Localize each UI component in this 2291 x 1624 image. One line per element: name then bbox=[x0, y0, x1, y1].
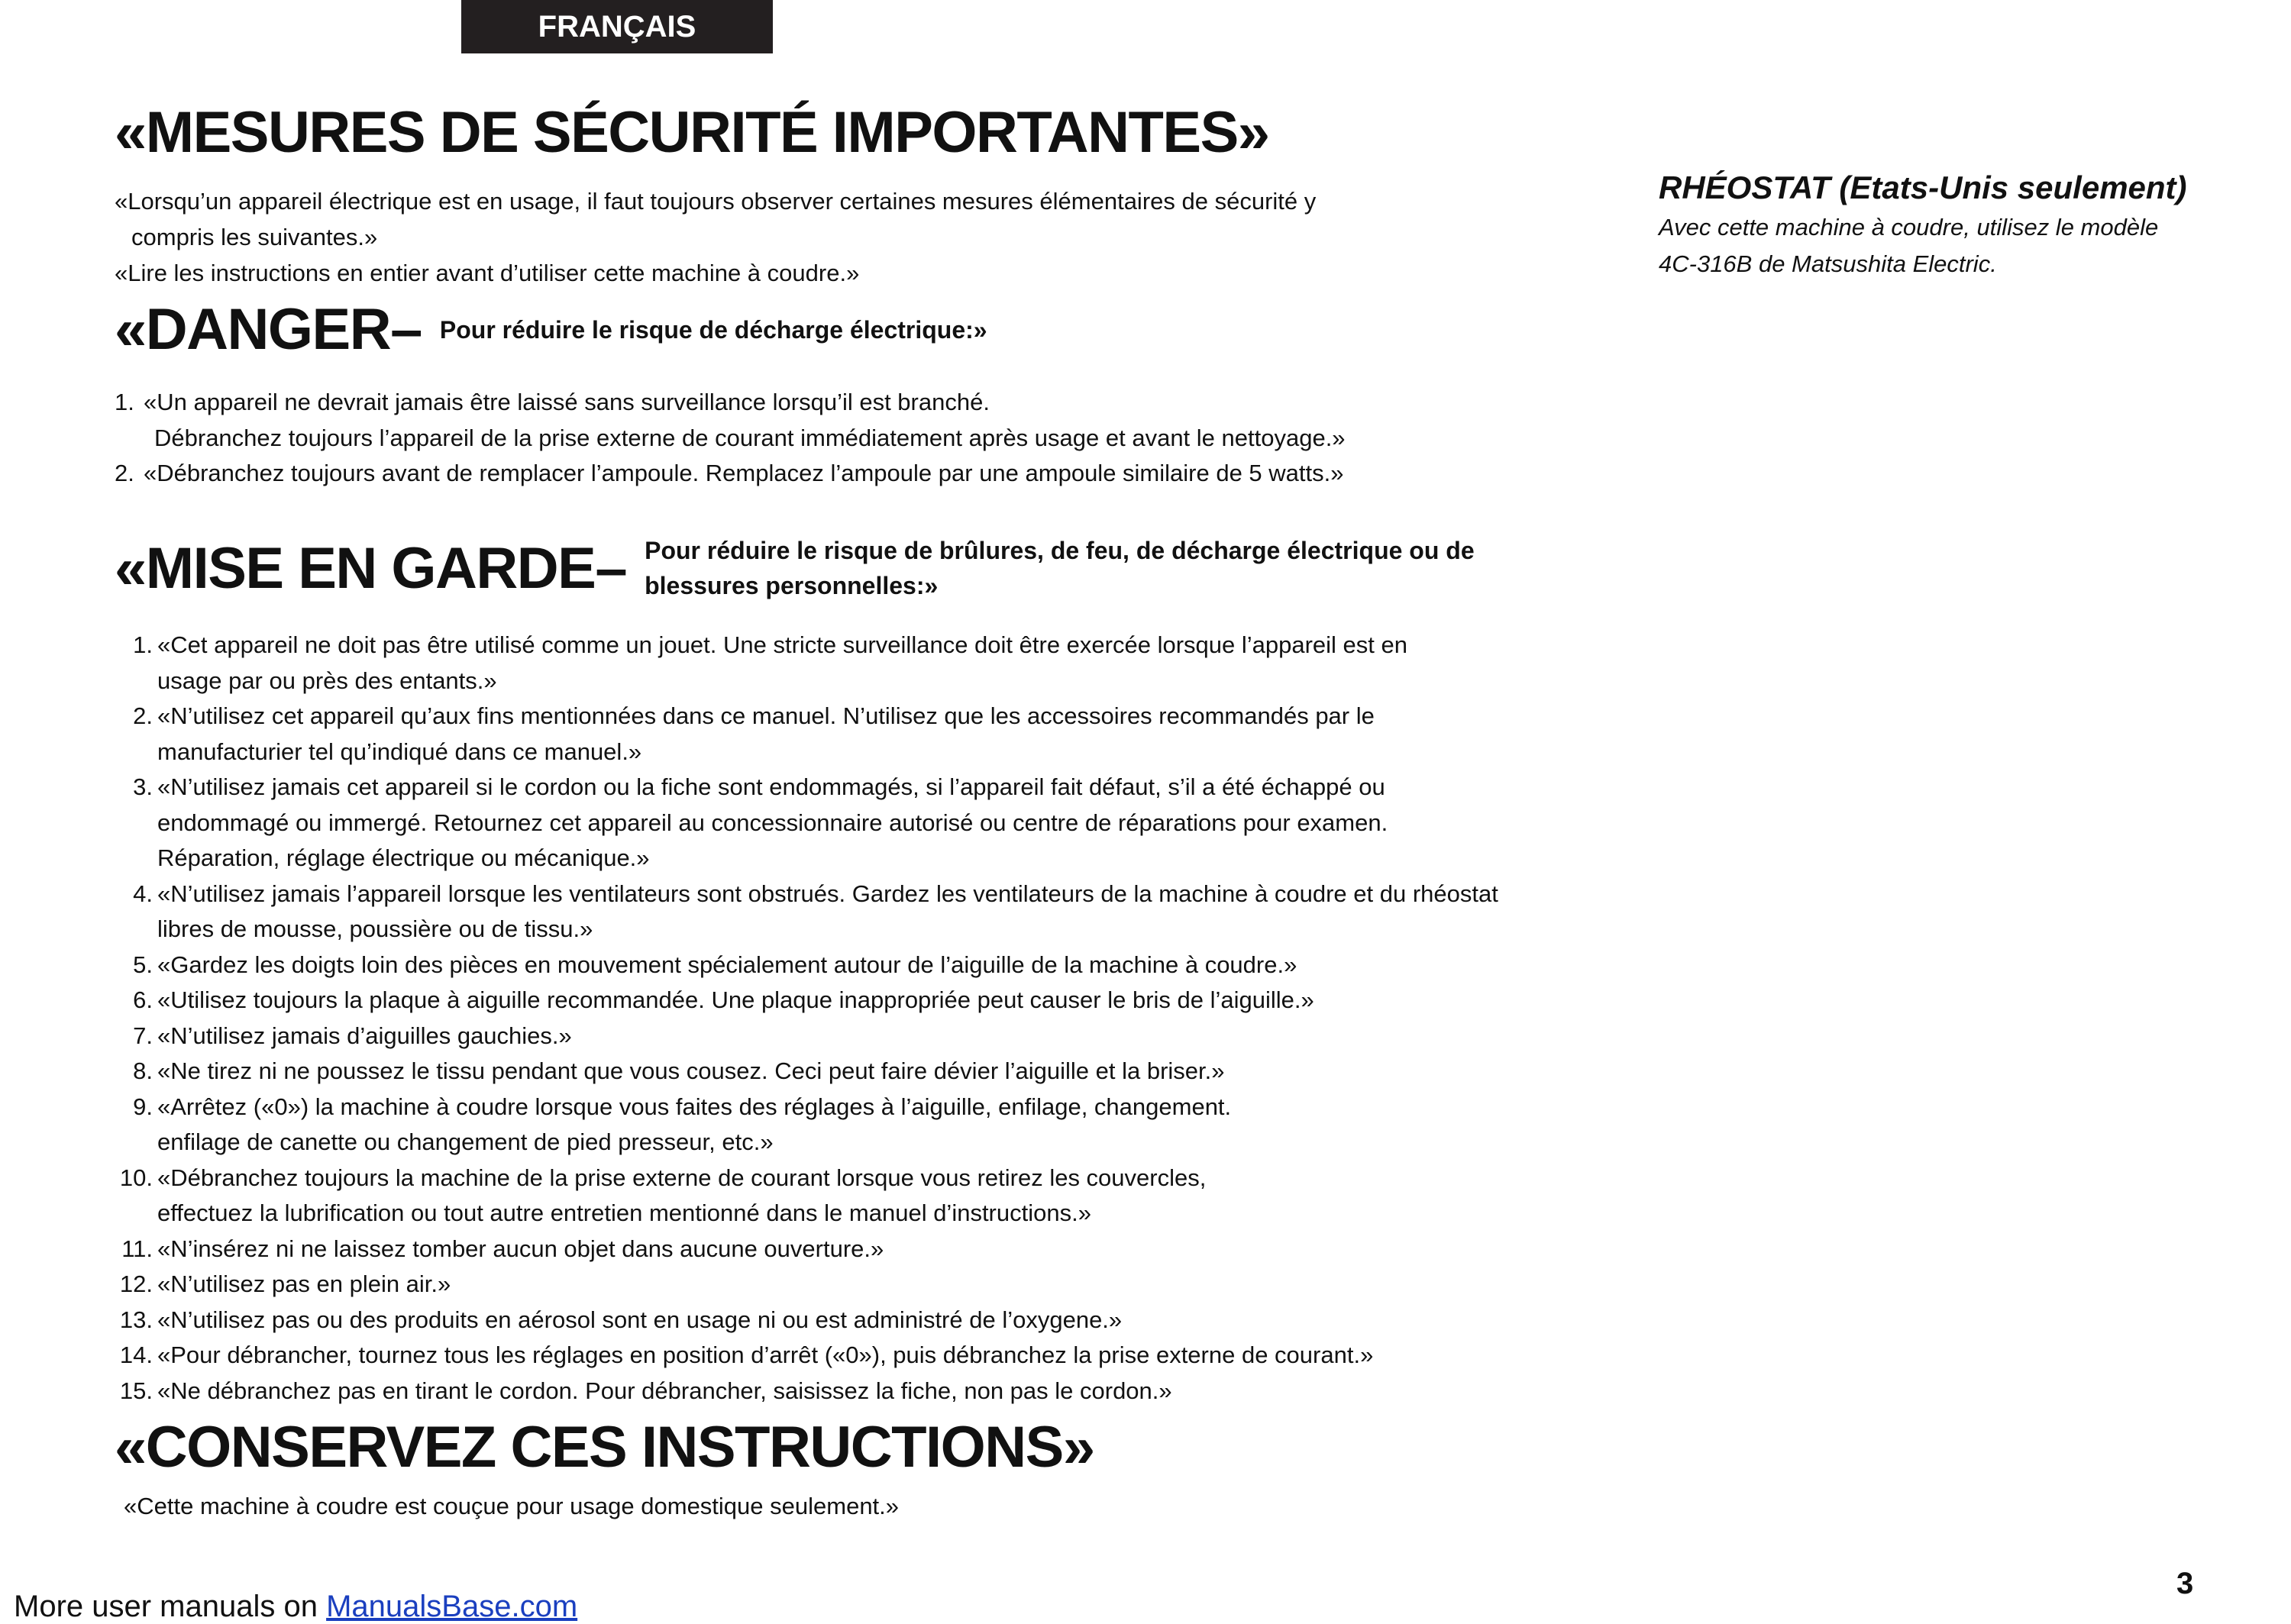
item-number: 11. bbox=[121, 1235, 153, 1262]
page-number: 3 bbox=[2176, 1567, 2194, 1600]
save-instructions-heading: «CONSERVEZ CES INSTRUCTIONS» bbox=[115, 1415, 1094, 1480]
item-number: 4. bbox=[133, 880, 153, 907]
item-number: 13. bbox=[119, 1306, 153, 1333]
rheostat-line-1: Avec cette machine à coudre, utilisez le modèle bbox=[1659, 214, 2159, 241]
danger-heading bbox=[115, 296, 987, 363]
item-line: «Ne tirez ni ne poussez le tissu pendant que vous cousez. Ceci peut faire dévier l’aiguille et la briser.» bbox=[157, 1057, 1225, 1084]
item-line: «Arrêtez («0») la machine à coudre lorsque vous faites des réglages à l’aiguille, enfilage, changement. bbox=[157, 1093, 1232, 1120]
list-item bbox=[115, 1267, 1498, 1303]
intro-line-2: compris les suivantes.» bbox=[131, 224, 378, 250]
item-number: 3. bbox=[133, 773, 153, 800]
item-number: 8. bbox=[133, 1057, 153, 1084]
item-number: 2. bbox=[133, 702, 153, 729]
danger-list bbox=[115, 385, 1346, 492]
rheostat-note bbox=[1659, 166, 2187, 283]
item-line: «N’utilisez jamais l’appareil lorsque les ventilateurs sont obstrués. Gardez les ventilateurs de la machine à coudre et du rhéostat bbox=[157, 880, 1498, 907]
mise-en-garde-heading bbox=[115, 533, 1475, 603]
intro-paragraph bbox=[115, 183, 1316, 291]
list-item bbox=[115, 948, 1498, 983]
list-item bbox=[115, 1374, 1498, 1409]
item-line: «N’insérez ni ne laissez tomber aucun objet dans aucune ouverture.» bbox=[157, 1235, 884, 1262]
item-number: 10. bbox=[119, 1164, 153, 1191]
mise-en-garde-title: «MISE EN GARDE– bbox=[115, 535, 627, 601]
footer-prefix: More user manuals on bbox=[14, 1590, 318, 1623]
intro-line-3: «Lire les instructions en entier avant d’utiliser cette machine à coudre.» bbox=[115, 260, 860, 286]
subtitle-line-1: Pour réduire le risque de brûlures, de feu, de décharge électrique ou de bbox=[645, 537, 1475, 564]
item-number: 7. bbox=[133, 1022, 153, 1049]
footer bbox=[14, 1590, 577, 1624]
item-number: 5. bbox=[133, 951, 153, 978]
item-line: «Cet appareil ne doit pas être utilisé comme un jouet. Une stricte surveillance doit être exercée lorsque l’appareil est en bbox=[157, 631, 1407, 658]
list-item bbox=[115, 456, 1346, 492]
danger-title: «DANGER– bbox=[115, 297, 422, 362]
rheostat-line-2: 4C-316B de Matsushita Electric. bbox=[1659, 250, 1997, 277]
item-line: «Ne débranchez pas en tirant le cordon. Pour débrancher, saisissez la fiche, non pas le cordon.» bbox=[157, 1377, 1172, 1404]
item-number: 6. bbox=[133, 986, 153, 1013]
page-title: «MESURES DE SÉCURITÉ IMPORTANTES» bbox=[115, 100, 1269, 165]
item-line: «Débranchez toujours avant de remplacer l’ampoule. Remplacez l’ampoule par une ampoule similaire de 5 watts.» bbox=[144, 460, 1344, 486]
item-line: «Débranchez toujours la machine de la prise externe de courant lorsque vous retirez les couvercles, bbox=[157, 1164, 1207, 1191]
item-line: endommagé ou immergé. Retournez cet appareil au concessionnaire autorisé ou centre de réparations pour examen. bbox=[157, 809, 1388, 836]
list-item bbox=[115, 1338, 1498, 1374]
rheostat-title: RHÉOSTAT (Etats-Unis seulement) bbox=[1659, 170, 2187, 205]
list-item bbox=[115, 1090, 1498, 1161]
list-item bbox=[115, 699, 1498, 770]
list-item bbox=[115, 877, 1498, 948]
item-line: «Pour débrancher, tournez tous les réglages en position d’arrêt («0»), puis débranchez la prise externe de courant.» bbox=[157, 1341, 1374, 1368]
danger-subtitle: Pour réduire le risque de décharge électrique:» bbox=[439, 315, 987, 344]
list-item bbox=[115, 628, 1498, 699]
domestic-use-note: «Cette machine à coudre est couçue pour usage domestique seulement.» bbox=[124, 1493, 900, 1519]
manualsbase-link[interactable]: ManualsBase.com bbox=[326, 1590, 578, 1623]
list-item bbox=[115, 770, 1498, 877]
list-item bbox=[115, 983, 1498, 1019]
mise-en-garde-list bbox=[115, 628, 1498, 1409]
item-number: 9. bbox=[133, 1093, 153, 1120]
item-line: usage par ou près des entants.» bbox=[157, 667, 497, 694]
subtitle-line-2: blessures personnelles:» bbox=[645, 572, 939, 599]
language-tab bbox=[461, 0, 773, 53]
item-number: 1. bbox=[133, 631, 153, 658]
list-item bbox=[115, 1019, 1498, 1054]
item-number: 15. bbox=[119, 1377, 153, 1404]
list-item bbox=[115, 1232, 1498, 1267]
item-line: «Gardez les doigts loin des pièces en mouvement spécialement autour de l’aiguille de la machine à coudre.» bbox=[157, 951, 1297, 978]
item-line: manufacturier tel qu’indiqué dans ce manuel.» bbox=[157, 738, 642, 765]
item-line: Réparation, réglage électrique ou mécanique.» bbox=[157, 844, 650, 871]
list-item bbox=[115, 1303, 1498, 1338]
item-line: «N’utilisez cet appareil qu’aux fins mentionnées dans ce manuel. N’utilisez que les accessoires recommandés par le bbox=[157, 702, 1375, 729]
item-line: Débranchez toujours l’appareil de la prise externe de courant immédiatement après usage et avant le nettoyage.» bbox=[154, 424, 1346, 451]
item-line: effectuez la lubrification ou tout autre entretien mentionné dans le manuel d’instructions.» bbox=[157, 1199, 1091, 1226]
item-number: 12. bbox=[119, 1270, 153, 1297]
list-item bbox=[115, 1161, 1498, 1232]
intro-line-1: «Lorsqu’un appareil électrique est en usage, il faut toujours observer certaines mesures élémentaires de sécurité y bbox=[115, 188, 1317, 215]
item-line: «Un appareil ne devrait jamais être laissé sans surveillance lorsqu’il est branché. bbox=[144, 389, 990, 415]
mise-en-garde-subtitle bbox=[645, 533, 1475, 603]
item-line: «N’utilisez pas en plein air.» bbox=[157, 1270, 451, 1297]
item-number: 14. bbox=[119, 1341, 153, 1368]
language-label: FRANÇAIS bbox=[538, 9, 696, 44]
item-number: 1. bbox=[115, 389, 134, 415]
item-line: enfilage de canette ou changement de pied presseur, etc.» bbox=[157, 1128, 774, 1155]
item-line: «N’utilisez jamais d’aiguilles gauchies.» bbox=[157, 1022, 572, 1049]
list-item bbox=[115, 1054, 1498, 1090]
item-line: «N’utilisez jamais cet appareil si le cordon ou la fiche sont endommagés, si l’appareil fait défaut, s’il a été échappé ou bbox=[157, 773, 1385, 800]
list-item bbox=[115, 385, 1346, 456]
item-line: libres de mousse, poussière ou de tissu.» bbox=[157, 915, 593, 942]
item-line: «N’utilisez pas ou des produits en aérosol sont en usage ni ou est administré de l’oxygene.» bbox=[157, 1306, 1123, 1333]
item-number: 2. bbox=[115, 460, 134, 486]
item-line: «Utilisez toujours la plaque à aiguille recommandée. Une plaque inappropriée peut causer le bris de l’aiguille.» bbox=[157, 986, 1314, 1013]
